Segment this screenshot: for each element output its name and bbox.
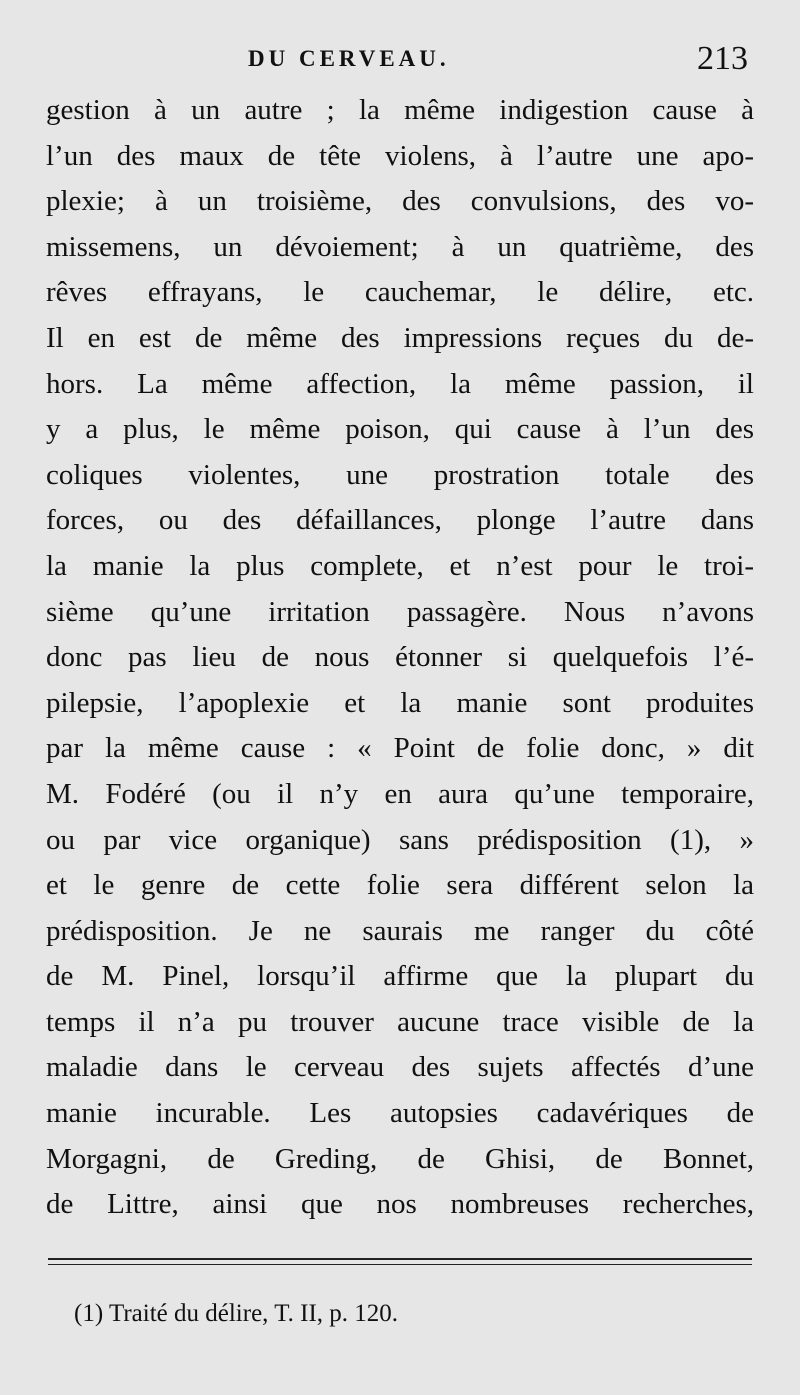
text-line: de M. Pinel, lorsqu’il affirme que la plupart du — [46, 960, 754, 993]
footnote-rule — [48, 1258, 752, 1260]
text-line: missemens, un dévoiement; à un quatrième, des — [46, 230, 754, 263]
text-line: Il en est de même des impressions reçues du de- — [46, 321, 754, 354]
text-line: temps il n’a pu trouver aucune trace visible de la — [46, 1005, 754, 1038]
text-line: Morgagni, de Greding, de Ghisi, de Bonnet, — [46, 1142, 754, 1175]
running-title: DU CERVEAU. — [248, 46, 450, 71]
text-line: M. Fodéré (ou il n’y en aura qu’une temporaire, — [46, 777, 754, 810]
text-line: de Littre, ainsi que nos nombreuses recherches, — [46, 1188, 754, 1221]
footnote: (1) Traité du délire, T. II, p. 120. — [74, 1300, 399, 1327]
text-line: la manie la plus complete, et n’est pour le troi- — [46, 549, 754, 582]
page-header — [0, 40, 800, 80]
text-line: par la même cause : « Point de folie donc, » dit — [46, 732, 754, 765]
text-line: manie incurable. Les autopsies cadavériques de — [46, 1097, 754, 1130]
text-line: donc pas lieu de nous étonner si quelquefois l’é- — [46, 641, 754, 674]
footnote-rule-thin — [48, 1264, 752, 1265]
body-text — [46, 88, 754, 1228]
text-line: rêves effrayans, le cauchemar, le délire, etc. — [46, 276, 754, 309]
text-line: l’un des maux de tête violens, à l’autre une apo- — [46, 139, 754, 172]
text-line: y a plus, le même poison, qui cause à l’un des — [46, 413, 754, 446]
text-line: et le genre de cette folie sera différent selon la — [46, 869, 754, 902]
text-line: gestion à un autre ; la même indigestion cause à — [46, 94, 754, 126]
page-number: 213 — [697, 40, 748, 77]
text-line: coliques violentes, une prostration totale des — [46, 458, 754, 491]
text-line: maladie dans le cerveau des sujets affectés d’une — [46, 1051, 754, 1084]
text-line: prédisposition. Je ne saurais me ranger du côté — [46, 914, 754, 947]
text-line: sième qu’une irritation passagère. Nous n’avons — [46, 595, 754, 628]
text-line: hors. La même affection, la même passion, il — [46, 367, 754, 400]
text-line: forces, ou des défaillances, plonge l’autre dans — [46, 504, 754, 537]
text-line: pilepsie, l’apoplexie et la manie sont produites — [46, 686, 754, 719]
text-line: plexie; à un troisième, des convulsions, des vo- — [46, 185, 754, 218]
text-line: ou par vice organique) sans prédisposition (1), » — [46, 823, 754, 856]
